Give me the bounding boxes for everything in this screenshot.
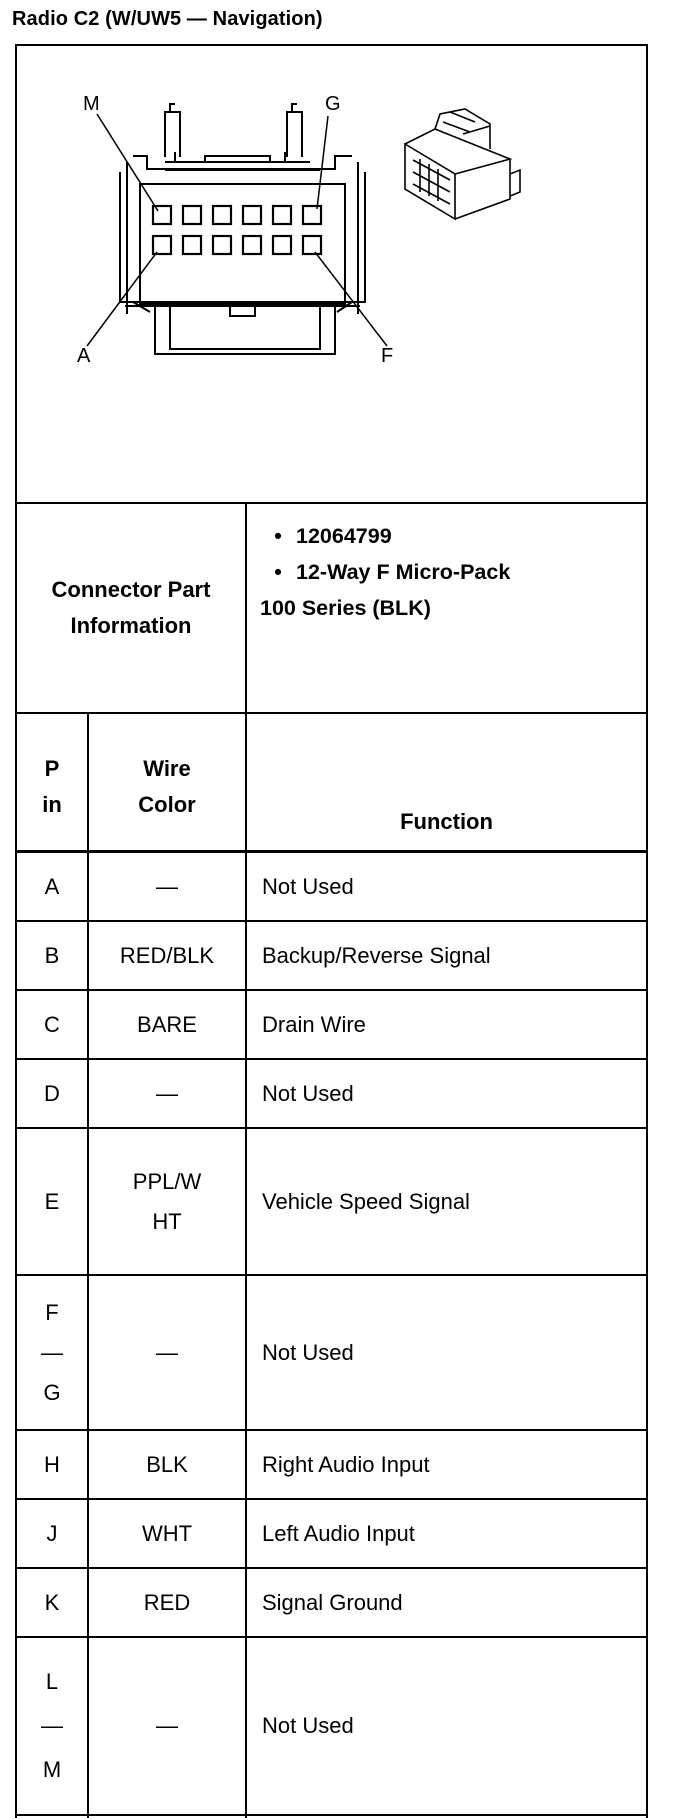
table-row-fg-pin: F — G bbox=[41, 1299, 63, 1405]
table-row-k-function: Signal Ground bbox=[262, 1589, 403, 1615]
table-row-j-wire: WHT bbox=[141, 1520, 193, 1546]
table-row-a-pin: A bbox=[44, 873, 60, 899]
part-info-label-line2: Information bbox=[70, 613, 192, 638]
connector-type: • 12-Way F Micro-Pack bbox=[274, 560, 511, 584]
part-info-label-line1: Connector Part bbox=[51, 577, 211, 602]
table-row-j-pin: J bbox=[46, 1520, 58, 1546]
table-row-h-pin: H bbox=[44, 1451, 60, 1477]
divider-row-lm bbox=[15, 1814, 648, 1816]
table-row-lm-pin: L — M bbox=[41, 1669, 63, 1782]
header-wire-color: Wire Color bbox=[138, 756, 196, 817]
part-info-details bbox=[260, 518, 510, 626]
table-row-e-wire: PPL/W HT bbox=[132, 1168, 202, 1234]
table-row-j-function: Left Audio Input bbox=[262, 1520, 415, 1546]
connector-series: 100 Series (BLK) bbox=[260, 596, 431, 620]
table-row-d-wire: — bbox=[156, 1080, 178, 1106]
pin-callout-m: M bbox=[83, 93, 100, 115]
table-row-a-wire: — bbox=[156, 873, 178, 899]
connector-diagram bbox=[15, 44, 648, 502]
table-row-h-function: Right Audio Input bbox=[262, 1451, 430, 1477]
table-row-c-wire: BARE bbox=[137, 1011, 197, 1037]
table-row-fg-wire: — bbox=[156, 1339, 178, 1365]
table-row-lm-wire: — bbox=[156, 1713, 178, 1738]
table-row-c-pin: C bbox=[44, 1011, 60, 1037]
header-pin: P in bbox=[42, 756, 62, 817]
table-row-k-wire: RED bbox=[143, 1589, 191, 1615]
connector-perspective-icon bbox=[405, 109, 520, 219]
table-row-d-function: Not Used bbox=[262, 1080, 354, 1106]
connector-face-drawing bbox=[120, 104, 365, 354]
table-row-c-function: Drain Wire bbox=[262, 1011, 366, 1037]
part-info-label bbox=[17, 504, 245, 712]
table-row-e-function: Vehicle Speed Signal bbox=[262, 1188, 470, 1214]
pin-callout-f: F bbox=[381, 345, 394, 367]
header-function: Function bbox=[400, 809, 493, 834]
pin-cavity-grid bbox=[153, 206, 321, 254]
page-title: Radio C2 (W/UW5 — Navigation) bbox=[12, 8, 323, 30]
column-divider-partinfo bbox=[245, 502, 247, 1818]
table-row-d-pin: D bbox=[44, 1080, 60, 1106]
table-row-h-wire: BLK bbox=[146, 1451, 188, 1477]
table-row-k-pin: K bbox=[44, 1589, 60, 1615]
part-number: • 12064799 bbox=[274, 524, 392, 548]
callout-leader-lines bbox=[87, 114, 387, 346]
table-row-b-wire: RED/BLK bbox=[119, 942, 215, 968]
table-row-fg-function: Not Used bbox=[262, 1339, 354, 1365]
pin-callout-a: A bbox=[77, 345, 91, 367]
table-row-lm-function: Not Used bbox=[262, 1713, 354, 1738]
table-row-b-pin: B bbox=[44, 942, 60, 968]
pin-callout-g: G bbox=[325, 93, 341, 115]
table-row-b-function: Backup/Reverse Signal bbox=[262, 942, 491, 968]
table-row-a-function: Not Used bbox=[262, 873, 354, 899]
table-row-e-pin: E bbox=[44, 1188, 60, 1214]
